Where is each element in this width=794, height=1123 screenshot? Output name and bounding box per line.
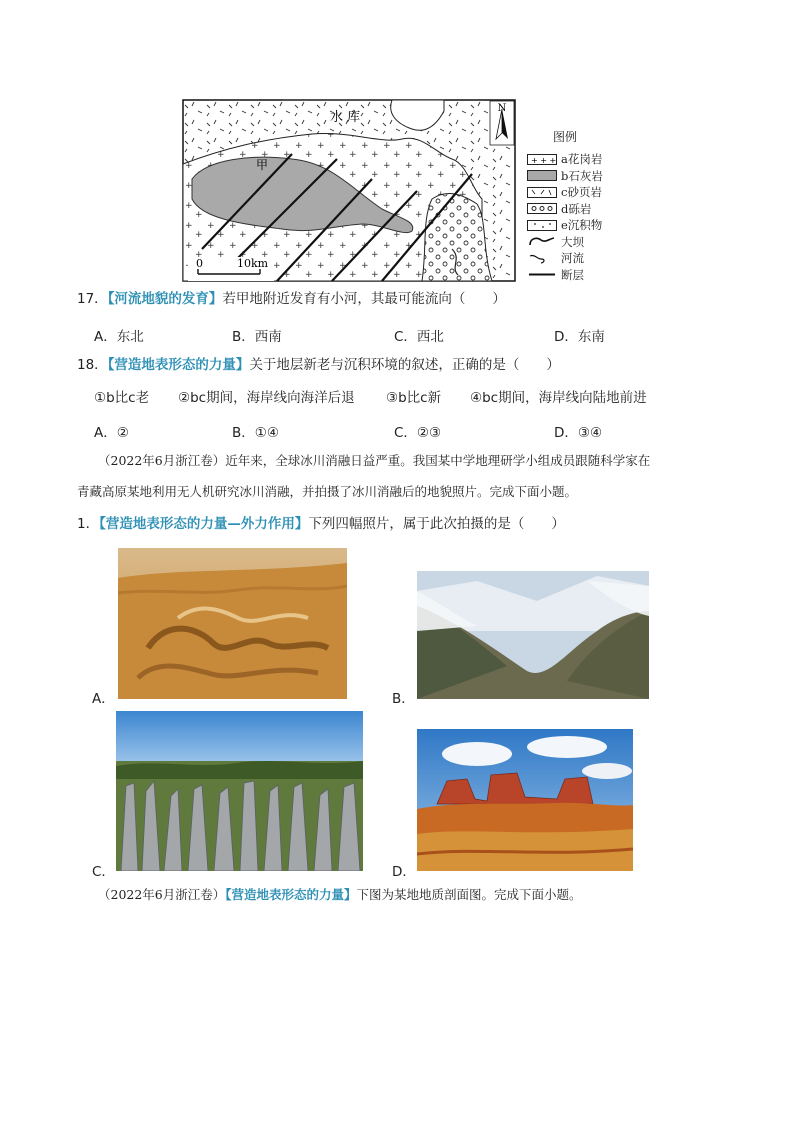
region-jia-label: 甲 [256, 158, 269, 172]
photo-b[interactable] [417, 571, 649, 699]
sediment-swatch-icon [527, 220, 557, 231]
photo-c[interactable] [116, 711, 363, 871]
q18-option-c[interactable]: C．②③ [394, 425, 442, 441]
topic-tag: 【河流地貌的发育】 [107, 291, 223, 307]
sand-dunes-photo-icon [118, 548, 347, 699]
svg-text:+ + +: + + + [531, 155, 557, 165]
question-17: 17．【河流地貌的发育】若甲地附近发育有小河，其最可能流向（ ） [77, 291, 506, 307]
question-18: 18．【营造地表形态的力量】关于地层新老与沉积环境的叙述，正确的是（ ） [77, 357, 560, 373]
geologic-map [182, 99, 516, 282]
q17-option-b[interactable]: B．西南 [232, 329, 282, 345]
photo-d[interactable] [417, 729, 633, 871]
glacial-valley-photo-icon [417, 571, 649, 699]
q18-statement-1: ①b比c老 [94, 390, 150, 406]
photo-a[interactable] [118, 548, 347, 699]
north-label: N [497, 103, 507, 114]
legend-item-conglomerate: d砾岩 [527, 201, 647, 218]
q18-statement-3: ③b比c新 [386, 390, 442, 406]
topic-tag: 【营造地表形态的力量】 [107, 357, 250, 373]
q18-statement-2: ②bc期间，海岸线向海洋后退 [178, 390, 355, 406]
question-1: 1．【营造地表形态的力量—外力作用】下列四幅照片，属于此次拍摄的是（ ） [77, 516, 565, 532]
q18-statement-4: ④bc期间，海岸线向陆地前进 [470, 390, 647, 406]
intro-passage-line1: （2022年6月浙江卷）近年来，全球冰川消融日益严重。我国某中学地理研学小组成员跟随科学家在 [98, 453, 651, 468]
legend-item-granite: + + + a花岗岩 [527, 151, 647, 168]
topic-tag: 【营造地表形态的力量】 [225, 887, 357, 902]
map-legend [527, 128, 647, 283]
q18-option-b[interactable]: B．①④ [232, 425, 279, 441]
legend-item-dam: 大坝 [527, 234, 647, 251]
scale-end: 10km [237, 257, 269, 270]
dam-icon [527, 236, 557, 247]
granite-swatch-icon [527, 154, 557, 165]
river-icon [527, 253, 557, 264]
conglomerate-swatch-icon [527, 203, 557, 214]
q18-option-d[interactable]: D．③④ [554, 425, 603, 441]
intro-passage-2: （2022年6月浙江卷）【营造地表形态的力量】下图为某地地质剖面图。完成下面小题。 [98, 887, 582, 902]
danxia-landform-photo-icon [417, 729, 633, 871]
q17-option-c[interactable]: C．西北 [394, 329, 444, 345]
legend-item-sandshale: c砂页岩 [527, 184, 647, 201]
legend-item-limestone: b石灰岩 [527, 168, 647, 185]
q1-option-a-label[interactable]: A． [92, 691, 115, 707]
q1-option-d-label[interactable]: D． [392, 864, 416, 880]
intro-passage-line2: 青藏高原某地利用无人机研究冰川消融，并拍摄了冰川消融后的地貌照片。完成下面小题。 [77, 484, 578, 499]
legend-title: 图例 [553, 130, 578, 144]
q17-option-d[interactable]: D．东南 [554, 329, 605, 345]
legend-item-river: 河流 [527, 250, 647, 267]
q1-option-c-label[interactable]: C． [92, 864, 115, 880]
limestone-swatch-icon [527, 170, 557, 181]
sandshale-swatch-icon [527, 187, 557, 198]
fault-line-icon [527, 269, 557, 280]
topic-tag: 【营造地表形态的力量—外力作用】 [99, 516, 309, 532]
legend-item-fault: 断层 [527, 267, 647, 284]
scale-start: 0 [196, 257, 203, 270]
legend-item-sediment: e沉积物 [527, 217, 647, 234]
reservoir-label: 水 库 [330, 110, 361, 125]
q18-option-a[interactable]: A．② [94, 425, 129, 441]
q17-option-a[interactable]: A．东北 [94, 329, 144, 345]
q1-option-b-label[interactable]: B． [392, 691, 415, 707]
stone-forest-photo-icon [116, 711, 363, 871]
